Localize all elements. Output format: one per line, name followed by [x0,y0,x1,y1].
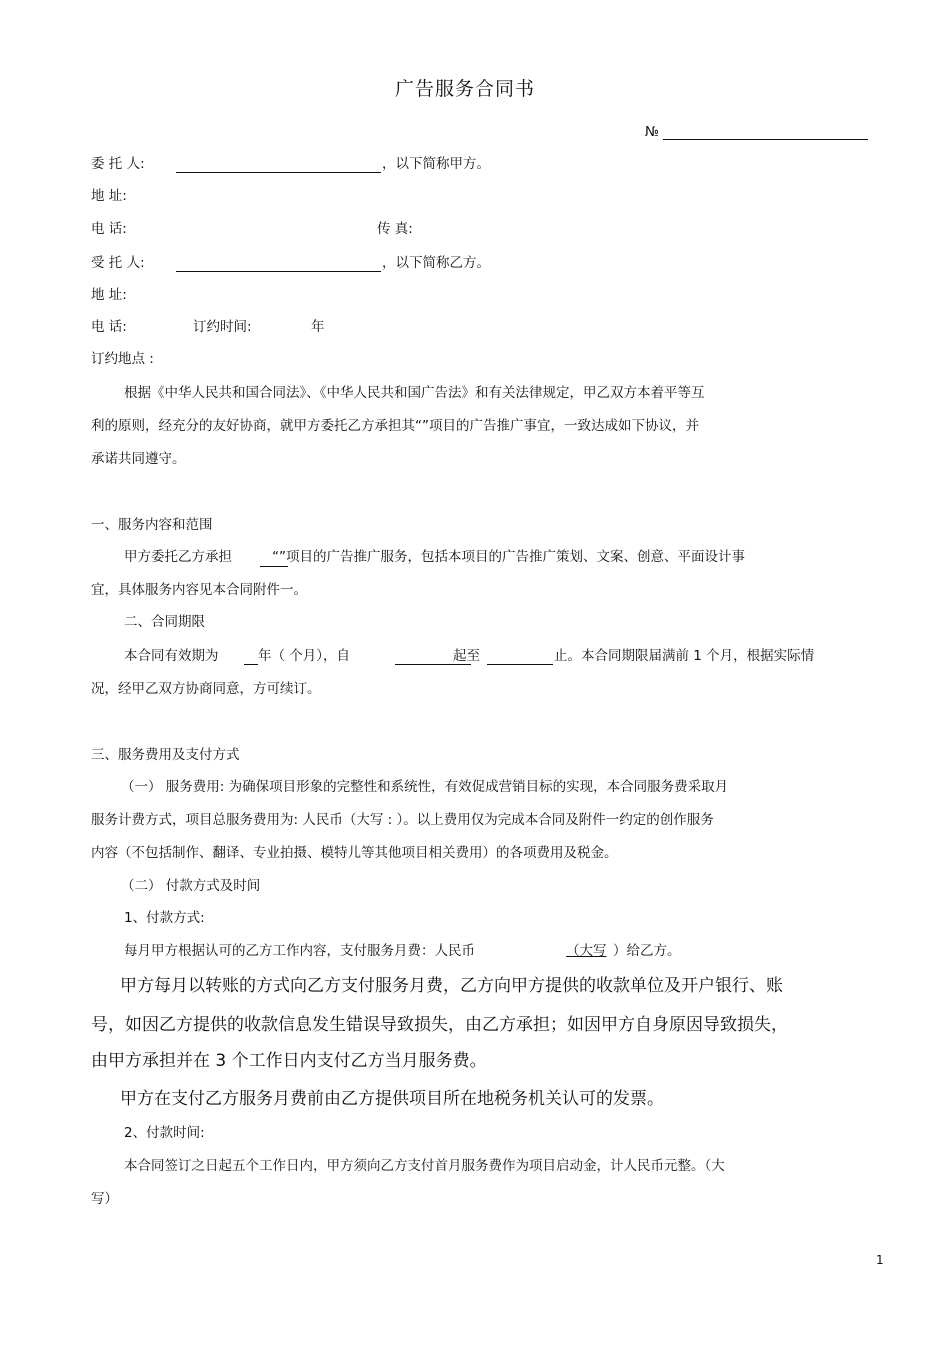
section-1-text-b: “”项目的广告推广服务，包括本项目的广告推广策划、文案、创意、平面设计事 [272,549,745,565]
section-1-line-2: 宜，具体服务内容见本合同附件一。 [91,582,307,598]
transfer-line-2: 号，如因乙方提供的收款信息发生错误导致损失，由乙方承担；如因甲方自身原因导致损失， [91,1015,788,1035]
page-number: 1 [876,1253,884,1267]
monthly-fee-text-a: 每月甲方根据认可的乙方工作内容，支付服务月费：人民币 [124,943,475,959]
party-a-suffix: ，以下简称甲方。 [382,156,490,172]
section-1-text-a: 甲方委托乙方承担 [124,549,232,565]
party-b-label: 受 托 人: [91,255,145,271]
party-b-suffix: ，以下简称乙方。 [382,255,490,271]
term-years-blank[interactable] [244,664,258,665]
payment-method-label: 1、付款方式: [124,910,205,926]
invoice-line: 甲方在支付乙方服务月费前由乙方提供项目所在地税务机关认可的发票。 [120,1089,664,1109]
party-a-phone-label: 电 话: [91,221,127,237]
monthly-fee-text-c: ）给乙方。 [613,943,681,959]
section-2-line-2: 况，经甲乙双方协商同意，方可续订。 [91,681,321,697]
contract-number-label: № [645,124,660,140]
sign-time-label: 订约时间: [193,319,252,335]
document-title: 广告服务合同书 [395,78,536,100]
section-2-heading: 二、合同期限 [124,614,205,630]
section-3-heading: 三、服务费用及支付方式 [91,747,240,763]
party-a-address-label: 地 址: [91,188,127,204]
deposit-line-1: 本合同签订之日起五个工作日内，甲方须向乙方支付首月服务费作为项目启动金，计人民币元整。（大 [124,1158,725,1174]
monthly-fee-capital-label: （大写 [566,943,607,959]
service-fee-line-3: 内容（不包括制作、翻译、专业拍摄、模特儿等其他项目相关费用）的各项费用及税金。 [91,845,618,861]
party-a-label: 委 托 人: [91,156,145,172]
payment-time-label: 2、付款时间: [124,1125,205,1141]
section-1-heading: 一、服务内容和范围 [91,517,213,533]
deposit-line-2: 写） [91,1191,118,1207]
party-a-field[interactable] [176,172,381,173]
party-b-address-label: 地 址: [91,287,127,303]
party-b-phone-label: 电 话: [91,319,127,335]
transfer-line-3: 由甲方承担并在 3 个工作日内支付乙方当月服务费。 [91,1051,487,1071]
payment-subheading: （二） 付款方式及时间 [121,878,261,894]
service-fee-line-1: （一） 服务费用: 为确保项目形象的完整性和系统性，有效促成营销目标的实现，本合同服务费采取月 [121,779,729,795]
sign-year-label: 年 [311,319,325,335]
section-2-text-c: 起至 [453,648,480,664]
service-fee-line-2: 服务计费方式，项目总服务费用为: 人民币（大写 : ）。以上费用仅为完成本合同及附件一约定的创作服务 [91,812,714,828]
section-2-text-d: 止。本合同期限届满前 1 个月，根据实际情 [554,648,815,664]
sign-place-label: 订约地点 : [91,351,154,367]
intro-line-2: 利的原则，经充分的友好协商，就甲方委托乙方承担其“”项目的广告推广事宜，一致达成如下协议，并 [91,418,699,434]
party-b-field[interactable] [176,271,381,272]
contract-number-field[interactable] [663,139,868,140]
end-date-blank[interactable] [487,664,553,665]
section-2-text-b: 年（ 个月），自 [258,648,351,664]
intro-line-1: 根据《中华人民共和国合同法》、《中华人民共和国广告法》和有关法律规定，甲乙双方本着平等互 [124,385,705,401]
party-a-fax-label: 传 真: [377,221,413,237]
intro-line-3: 承诺共同遵守。 [91,451,186,467]
transfer-line-1: 甲方每月以转账的方式向乙方支付服务月费，乙方向甲方提供的收款单位及开户银行、账 [120,976,783,996]
section-1-project-blank[interactable] [260,566,288,567]
section-2-text-a: 本合同有效期为 [124,648,219,664]
